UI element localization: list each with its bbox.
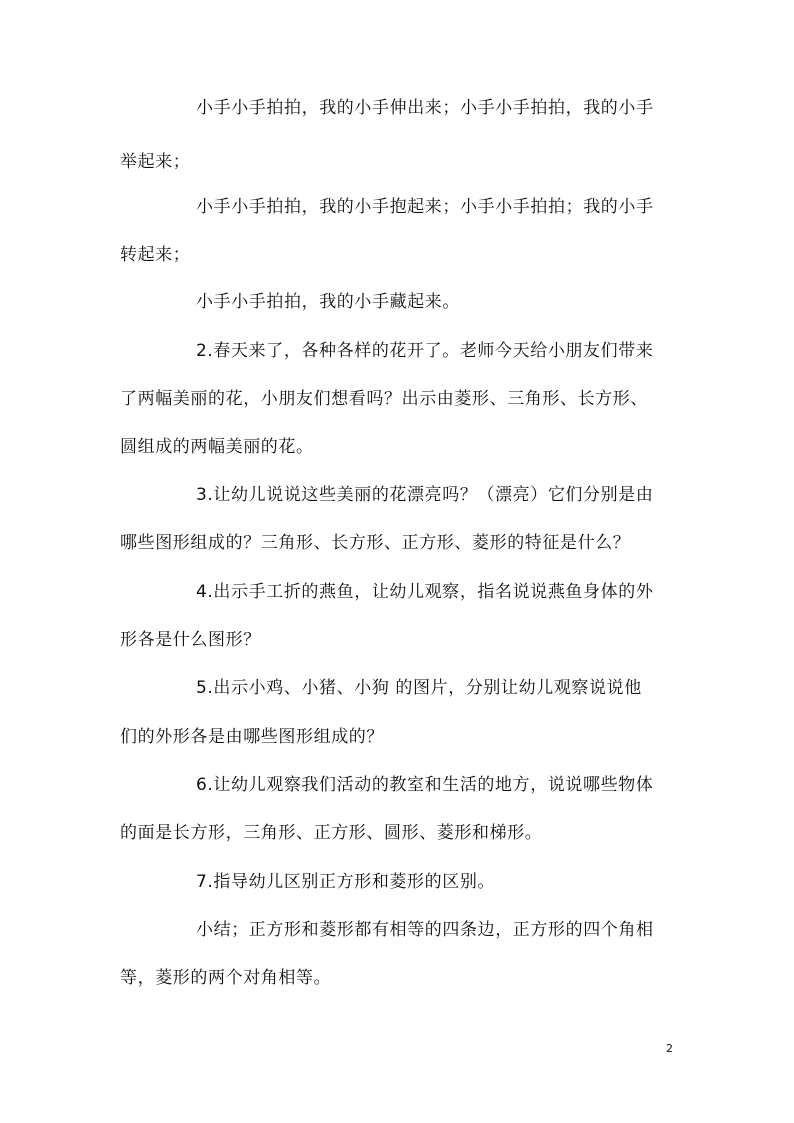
text-line: 了两幅美丽的花，小朋友们想看吗？出示由菱形、三角形、长方形、 <box>120 389 648 409</box>
text-line: 小手小手拍拍，我的小手藏起来。 <box>196 292 460 312</box>
text-line: 的面是长方形，三角形、正方形、圆形、菱形和梯形。 <box>120 823 543 843</box>
text-line: 2.春天来了，各种各样的花开了。老师今天给小朋友们带来 <box>196 341 654 361</box>
text-line: 4.出示手工折的燕鱼，让幼儿观察，指名说说燕鱼身体的外 <box>196 582 654 602</box>
text-line: 小手小手拍拍，我的小手抱起来；小手小手拍拍；我的小手 <box>196 197 654 217</box>
text-line: 5.出示小鸡、小猪、小狗 的图片，分别让幼儿观察说说他 <box>196 678 642 698</box>
text-line: 6.让幼儿观察我们活动的教室和生活的地方，说说哪些物体 <box>196 775 654 795</box>
text-line: 3.让幼儿说说这些美丽的花漂亮吗？（漂亮）它们分别是由 <box>196 485 654 505</box>
text-line: 举起来； <box>120 152 191 172</box>
text-line: 等，菱形的两个对角相等。 <box>120 968 332 988</box>
text-line: 小手小手拍拍，我的小手伸出来；小手小手拍拍，我的小手 <box>196 98 654 118</box>
text-line: 小结；正方形和菱形都有相等的四条边，正方形的四个角相 <box>196 920 654 940</box>
text-line: 形各是什么图形？ <box>120 630 261 650</box>
text-line: 们的外形各是由哪些图形组成的？ <box>120 727 384 747</box>
text-line: 转起来； <box>120 245 191 265</box>
page-number: 2 <box>666 1042 673 1055</box>
text-line: 圆组成的两幅美丽的花。 <box>120 437 314 457</box>
text-line: 哪些图形组成的？三角形、长方形、正方形、菱形的特征是什么？ <box>120 533 631 553</box>
text-line: 7.指导幼儿区别正方形和菱形的区别。 <box>196 872 496 892</box>
